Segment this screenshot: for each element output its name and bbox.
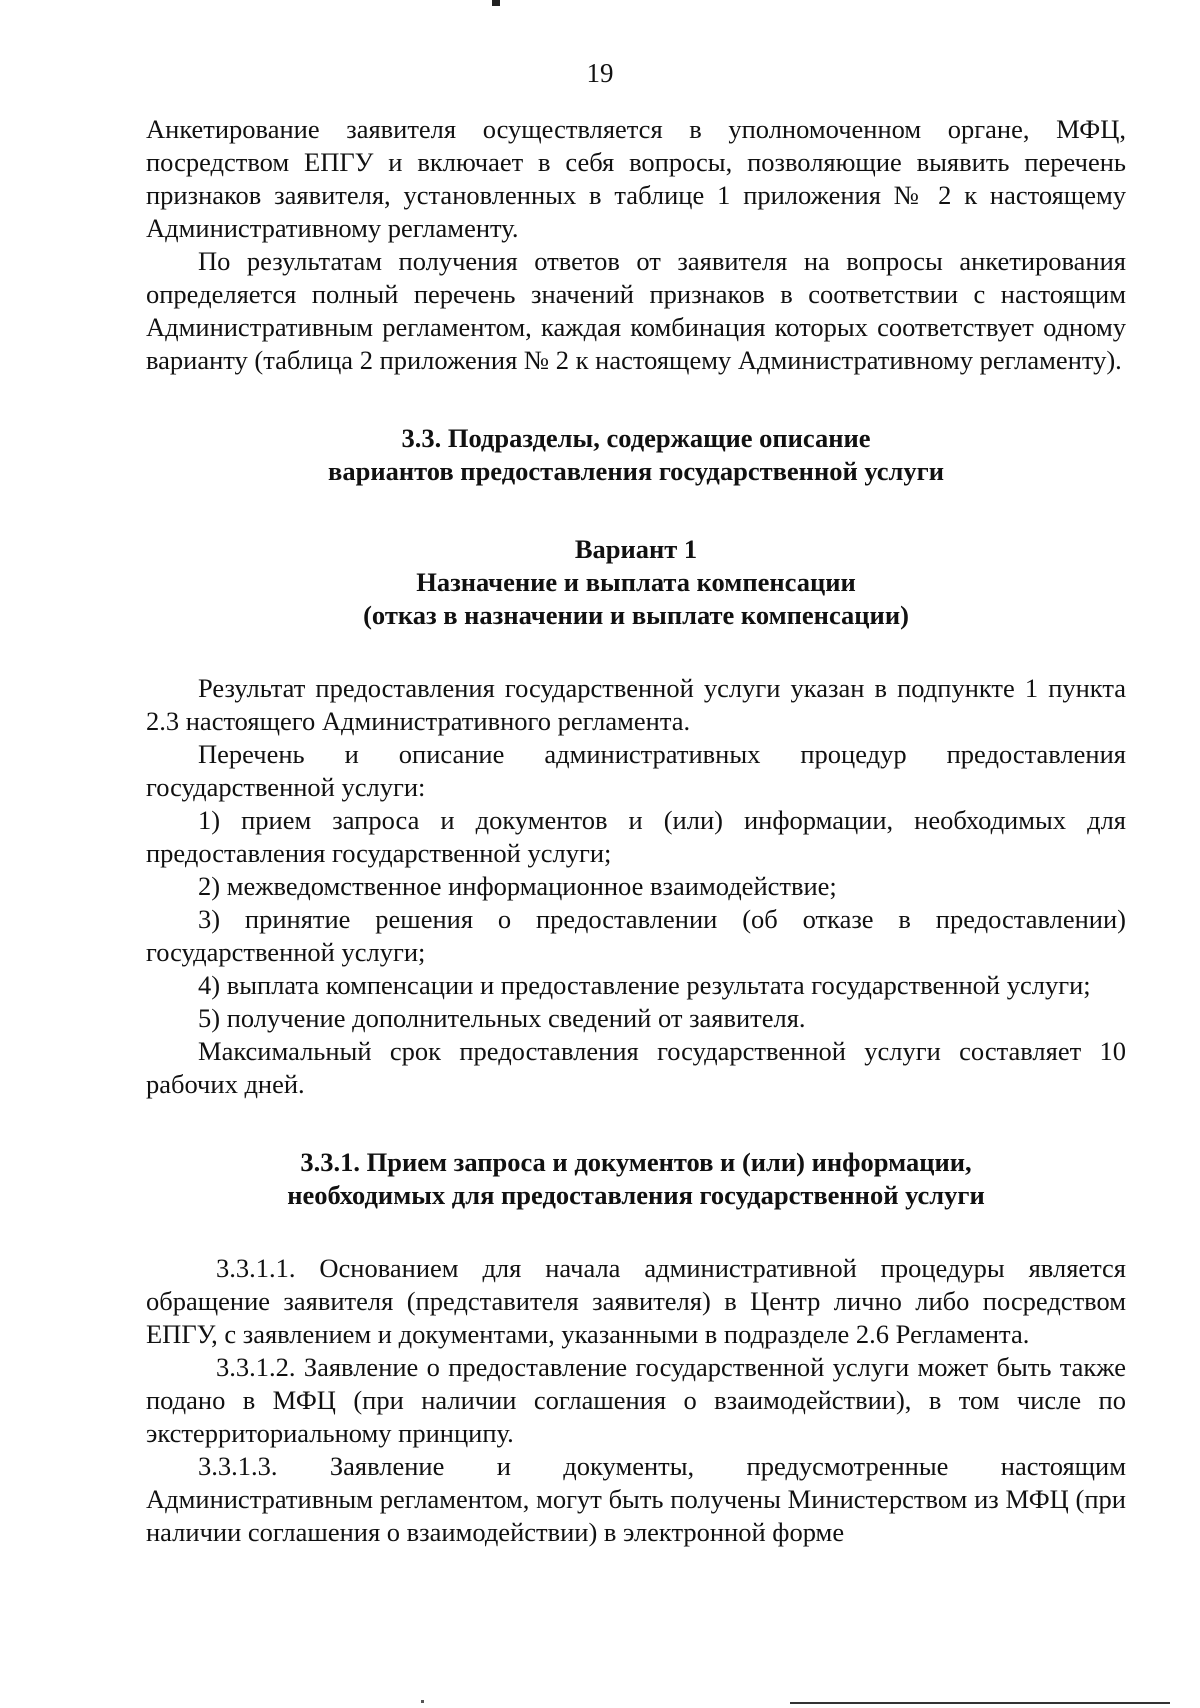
section-heading-line: вариантов предоставления государственной услуги [328, 456, 944, 486]
variant-paragraph: Максимальный срок предоставления государственной услуги составляет 10 рабочих дней. [146, 1036, 1126, 1099]
subsection-paragraph: 3.3.1.3. Заявление и документы, предусмотренные настоящим Административным регламентом, могут быть получены Министерством из МФЦ (при наличии соглашения о взаимодействии) в электронной форме [146, 1451, 1126, 1547]
list-item: 4) выплата компенсации и предоставление результата государственной услуги; [198, 970, 1091, 1000]
intro-paragraph: По результатам получения ответов от заявителя на вопросы анкетирования определяется полный перечень значений признаков в соответствии с настоящим Административным регламентом, каждая комбинация которых соответствует одному варианту (таблица 2 приложения № 2 к настоящему Административному регламенту). [146, 246, 1126, 375]
variant-heading-line: (отказ в назначении и выплате компенсации) [363, 600, 909, 630]
page-number: 19 [586, 58, 614, 88]
scan-edge-line [790, 1702, 1170, 1704]
list-item: 1) прием запроса и документов и (или) информации, необходимых для предоставления государственной услуги; [146, 805, 1126, 868]
subsection-heading-line: необходимых для предоставления государственной услуги [287, 1180, 985, 1210]
list-item: 2) межведомственное информационное взаимодействие; [198, 871, 837, 901]
subsection-heading-line: 3.3.1. Прием запроса и документов и (или) информации, [300, 1147, 972, 1177]
variant-paragraph: Перечень и описание административных процедур предоставления государственной услуги: [146, 739, 1126, 802]
intro-paragraph: Анкетирование заявителя осуществляется в уполномоченном органе, МФЦ, посредством ЕПГУ и включает в себя вопросы, позволяющие выявить перечень признаков заявителя, установленных в таблице 1 приложения № 2 к настоящему Административному регламенту. [146, 114, 1126, 243]
variant-heading-line: Вариант 1 [574, 534, 698, 564]
variant-heading-line: Назначение и выплата компенсации [416, 567, 856, 597]
scan-mark [492, 0, 500, 6]
subsection-paragraph: 3.3.1.2. Заявление о предоставление государственной услуги может быть также подано в МФЦ (при наличии соглашения о взаимодействии), в том числе по экстерриториальному принципу. [146, 1352, 1126, 1448]
list-item: 5) получение дополнительных сведений от заявителя. [198, 1003, 806, 1033]
scan-mark [421, 1700, 424, 1703]
section-heading-line: 3.3. Подразделы, содержащие описание [401, 423, 871, 453]
document-body [146, 113, 1126, 1549]
list-item: 3) принятие решения о предоставлении (об отказе в предоставлении) государственной услуги; [146, 904, 1126, 967]
subsection-paragraph: 3.3.1.1. Основанием для начала административной процедуры является обращение заявителя (представителя заявителя) в Центр лично либо посредством ЕПГУ, с заявлением и документами, указанными в подразделе 2.6 Регламента. [146, 1253, 1126, 1349]
variant-paragraph: Результат предоставления государственной услуги указан в подпункте 1 пункта 2.3 настоящего Административного регламента. [146, 673, 1126, 736]
